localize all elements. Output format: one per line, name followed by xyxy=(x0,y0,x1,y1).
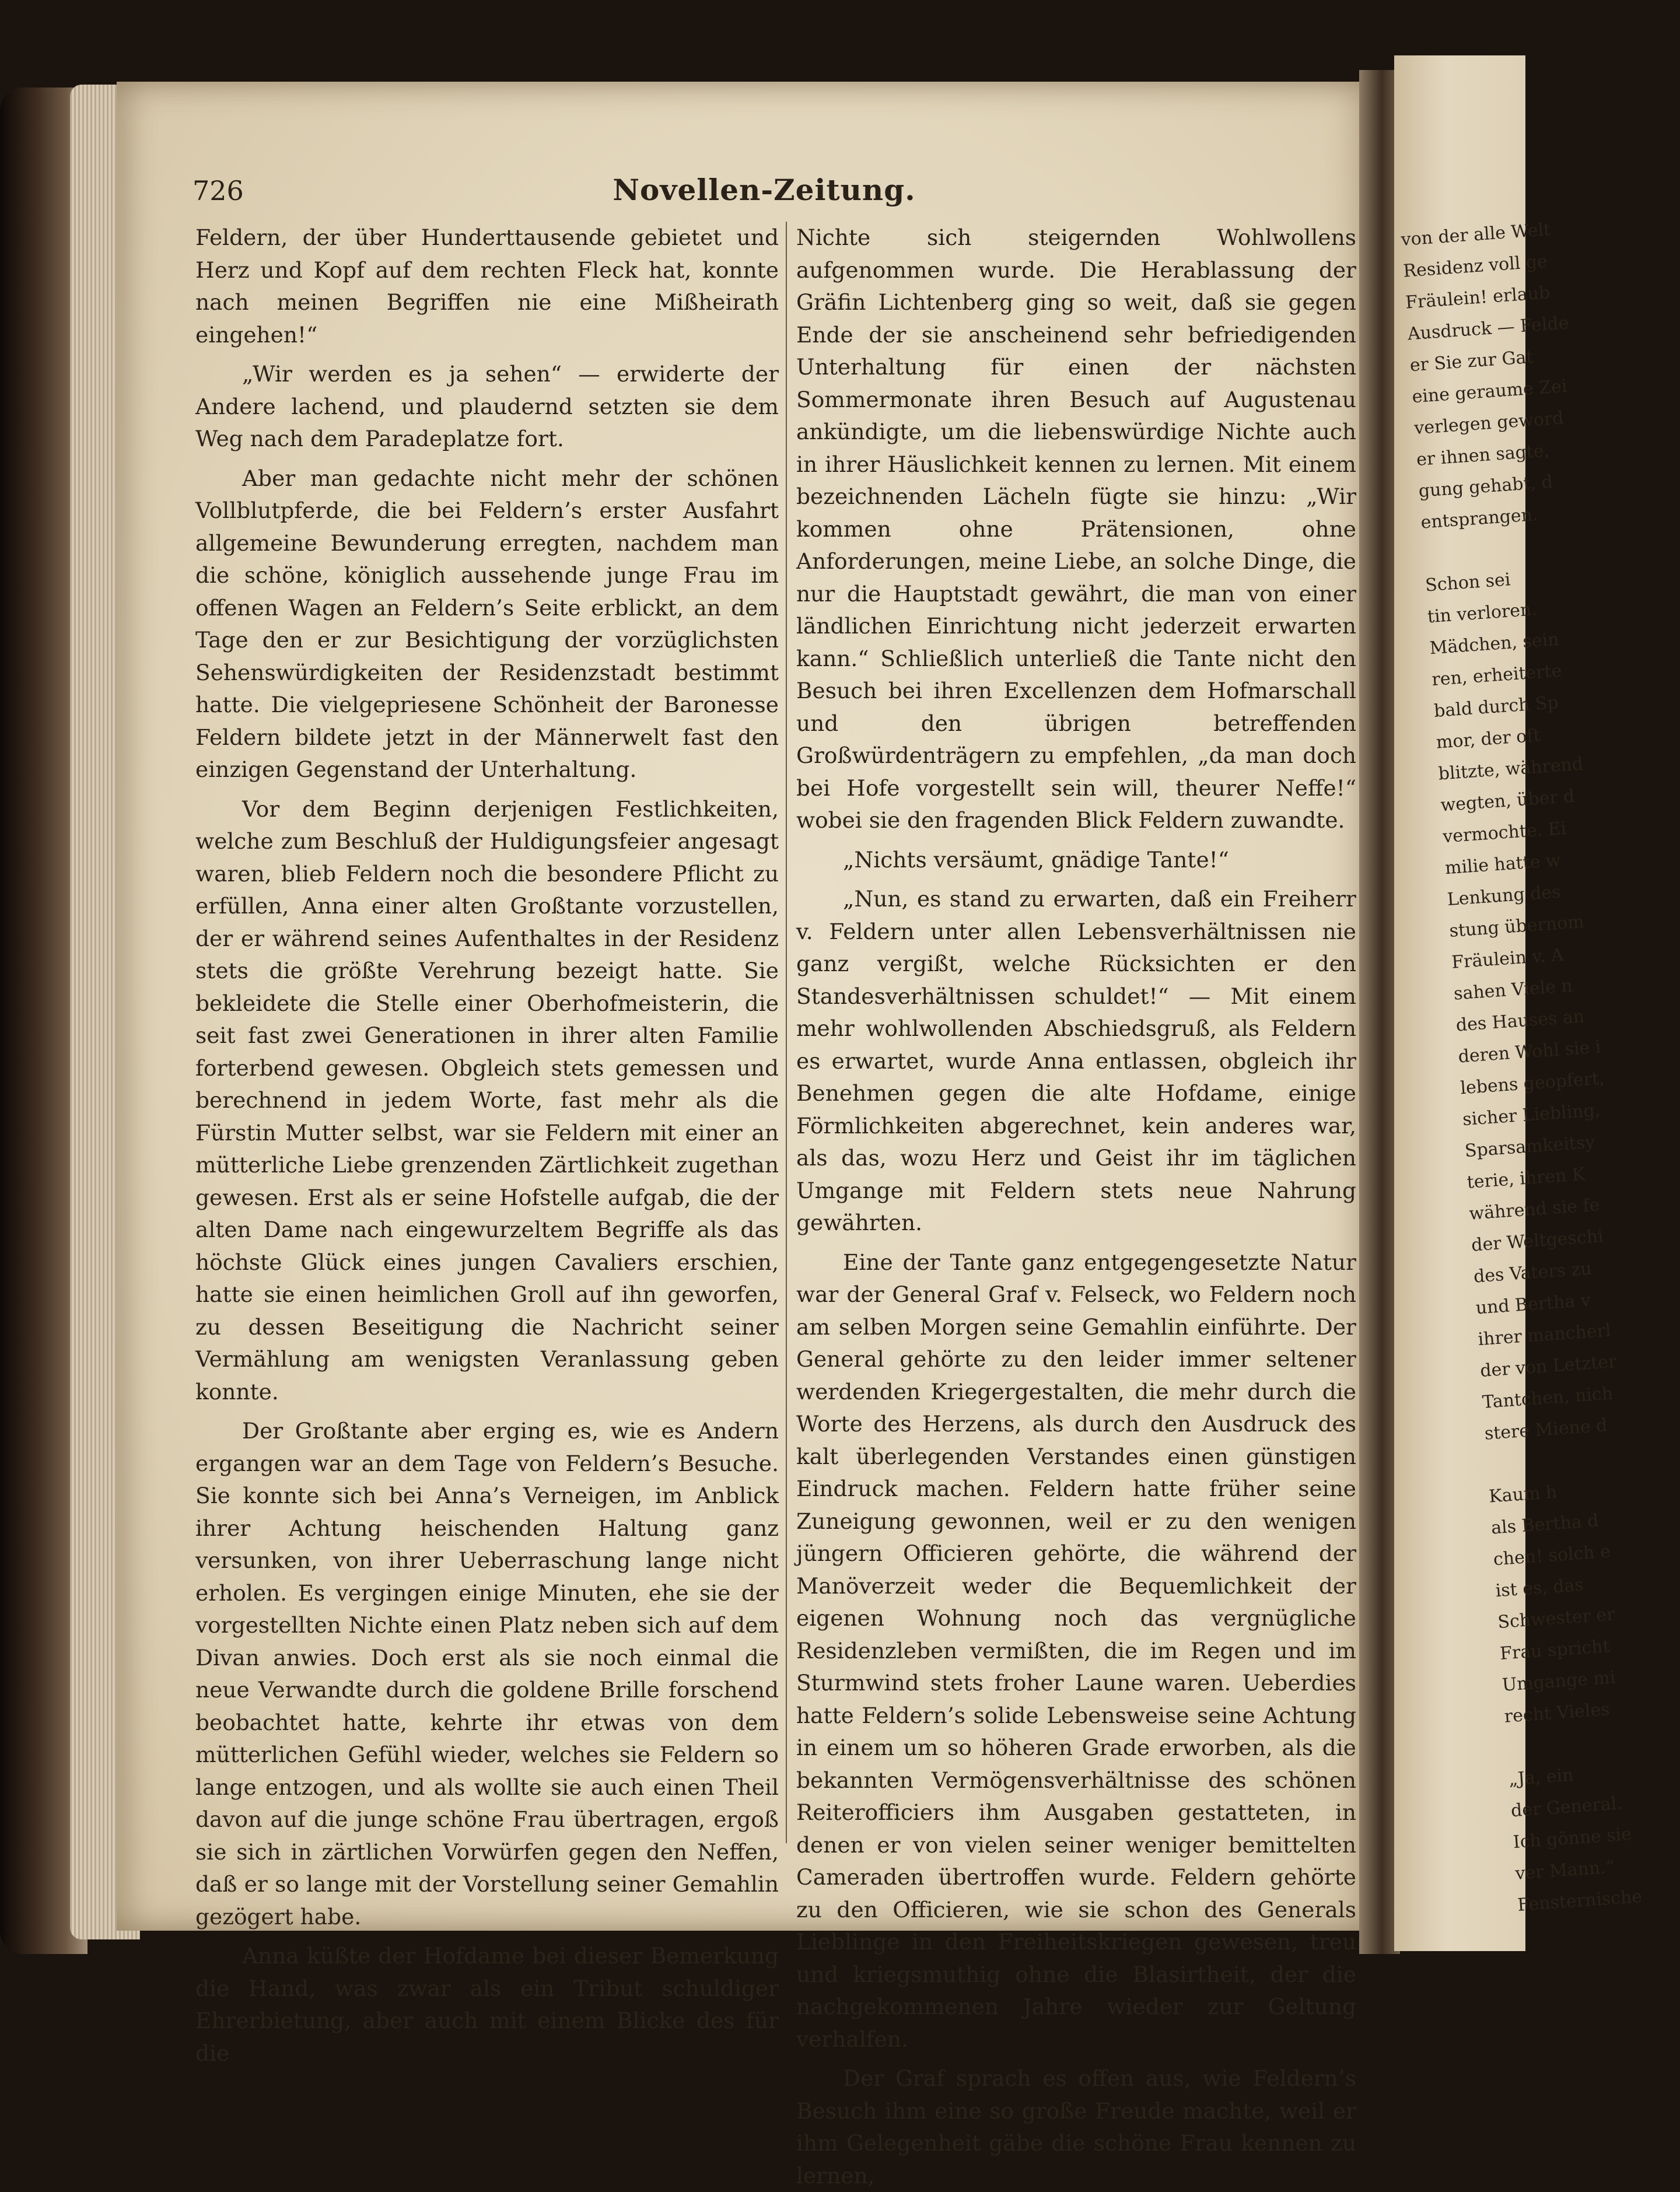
facing-page-line: von der alle Welt xyxy=(1400,219,1552,250)
facing-page-line: Fensternische xyxy=(1517,1886,1643,1916)
facing-page-line: verlegen geword xyxy=(1413,408,1564,439)
facing-page-line: Ausdruck — Felde xyxy=(1406,313,1570,345)
facing-page-text xyxy=(1400,214,1670,1921)
paragraph: Eine der Tante ganz entgegengesetzte Natur war der General Graf v. Felseck, wo Feldern noch am selben Morgen seine Gemahlin einführte. Der General gehörte zu den leider immer seltener werdenden Kriegergestalten, die mehr durch die Worte des Herzens, als durch den Ausdruck des kalt überlegenden Verstandes einen günstigen Eindruck machen. Feldern hatte früher seine Zuneigung gewonnen, weil er zu den wenigen jüngern Officieren gehörte, die während der Manöverzeit weder die Bequemlichkeit der eigenen Wohnung noch das vergnügliche Residenzleben vermißten, die im Regen und im Sturmwind stets froher Laune waren. Ueberdies hatte Feldern’s solide Lebensweise seine Achtung in einem um so höheren Grade erworben, als die bekannten Vermögensverhältnisse des schönen Reiterofficiers ihm Ausgaben gestatteten, in denen er von vielen seiner weniger bemittelten Cameraden übertroffen wurde. Feldern gehörte zu den Officieren, wie sie schon des Generals Lieblinge in den Freiheitskriegen gewesen, treu und kriegsmuthig ohne die Blasirtheit, der die nachgekommenen Jahre wieder zur Geltung verhalfen. xyxy=(796,1249,1356,2052)
facing-page-line: bald durch Sp xyxy=(1433,692,1559,722)
facing-page-line: Mädchen, sein xyxy=(1429,629,1560,659)
facing-page-line: blitzte, während xyxy=(1437,754,1584,785)
paragraph: Vor dem Beginn derjenigen Festlichkeiten, welche zum Beschluß der Huldigungsfeier angesagt waren, blieb Feldern noch die besondere Pflicht zu erfüllen, Anna einer alten Großtante vorzustellen, der er während seines Aufenthaltes in der Residenz stets die größte Verehrung bezeigt hatte. Sie bekleidete die Stelle einer Oberhofmeisterin, die seit fast zwei Generationen in ihrer alten Familie forterbend gewesen. Obgleich stets gemessen und berechnend in jedem Worte, fast mehr als die Fürstin Mutter selbst, war sie Feldern mit einer an mütterliche Liebe grenzenden Zärtlichkeit zugethan gewesen. Erst als er seine Hofstelle aufgab, die der alten Dame nach eingewurzeltem Begriffe als das höchste Glück eines jungen Cavaliers erschien, hatte sie einen heimlichen Groll auf ihn geworfen, zu dessen Beseitigung die Nachricht seiner Vermählung am wenigsten Veranlassung geben konnte. xyxy=(195,796,779,1405)
facing-page-line: „Ja, ein xyxy=(1508,1764,1574,1790)
facing-page-line: Fräulein! erlaub xyxy=(1405,282,1551,313)
facing-page-line: Fräulein v. A xyxy=(1451,944,1564,973)
facing-page-line: lebens geopfert, xyxy=(1460,1068,1605,1099)
facing-page-line: sicher Liebling, xyxy=(1462,1099,1601,1130)
facing-page-line: stung übernom xyxy=(1448,911,1585,941)
facing-page-line: und Bertha v xyxy=(1475,1290,1591,1319)
facing-page-line: des Vaters zu xyxy=(1472,1258,1592,1287)
facing-page-line: stere Miene d xyxy=(1483,1415,1608,1444)
facing-page-line: terie, ihren K xyxy=(1466,1164,1586,1193)
facing-page-line: Schon sei xyxy=(1424,569,1511,596)
paragraph: „Wir werden es ja sehen“ — erwiderte der Andere lachend, und plaudernd setzten sie dem Weg nach dem Paradeplatze fort. xyxy=(195,361,779,451)
facing-page-line: chen! solch e xyxy=(1492,1541,1612,1570)
facing-page-line: Umgange mi xyxy=(1501,1667,1616,1696)
facing-page-line: der General. xyxy=(1510,1793,1623,1822)
facing-page-line: Lenkung des xyxy=(1446,881,1562,911)
page-header xyxy=(187,163,1342,210)
paragraph: „Nun, es stand zu erwarten, daß ein Freiherr v. Feldern unter allen Lebensverhältnissen nie ganz vergißt, welche Rücksichten er den Standesverhältnissen schuldet!“ — Mit einem mehr wohlwollenden Abschiedsgruß, als Feldern es erwartet, wurde Anna entlassen, obgleich ihr Benehmen gegen die alte Hofdame, einige Förmlichkeiten abgerechnet, kein anderes war, als das, wozu Herz und Geist ihr im täglichen Umgange mit Feldern stets neue Nahrung gewährten. xyxy=(796,886,1356,1235)
paragraph: Feldern, der über Hunderttausende gebietet und Herz und Kopf auf dem rechten Fleck hat, konnte nach meinen Begriffen nie eine Mißheirath eingehen!“ xyxy=(195,225,779,348)
facing-page-line: vermochte. Ei xyxy=(1442,818,1567,848)
facing-page-line: während sie fe xyxy=(1468,1195,1601,1224)
facing-page-line: deren Wohl sie i xyxy=(1457,1037,1602,1067)
facing-page-line: Kaum h xyxy=(1488,1482,1558,1507)
facing-page-line: der von Letzter xyxy=(1479,1351,1618,1382)
paragraph: Der Großtante aber erging es, wie es Andern ergangen war an dem Tage von Feldern’s Besuche. Sie konnte sich bei Anna’s Verneigen, im Anblick ihrer Achtung heischenden Haltung ganz versunken, von ihrer Ueberraschung lange nicht erholen. Es vergingen einige Minuten, ehe sie der vorgestellten Nichte einen Platz neben sich auf dem Divan anwies. Doch erst als sie noch einmal die neue Verwandte durch die goldene Brille forschend beobachtet hatte, kehrte ihr etwas von dem mütterlichen Gefühl wieder, welches sie Feldern so lange entzogen, und als wollte sie auch einen Theil davon auf die junge schöne Frau übertragen, ergoß sie sich in zärtlichen Vorwürfen gegen den Neffen, daß er so lange mit der Vorstellung seiner Gemahlin gezögert habe. xyxy=(195,1418,779,1930)
running-head: Novellen-Zeitung. xyxy=(612,173,916,207)
facing-page-line: er Sie zur Gat xyxy=(1409,346,1534,376)
facing-page-line: ver Mann.“ xyxy=(1514,1857,1616,1885)
facing-page-line: Sparsamkeitsy xyxy=(1464,1132,1596,1162)
paragraph: Anna küßte der Hofdame bei dieser Bemerkung die Hand, was zwar als ein Tribut schuldiger Ehrerbietung, aber auch mit einem Blicke des für die xyxy=(195,1943,779,2066)
facing-page-line: ist es, das xyxy=(1494,1574,1584,1602)
facing-page-line: Residenz voll ge xyxy=(1402,251,1548,282)
facing-page-line: ihrer mancherl xyxy=(1477,1320,1612,1350)
facing-page-line: Frau spricht xyxy=(1499,1636,1611,1664)
facing-page-line: recht Vieles xyxy=(1503,1699,1611,1727)
paragraph: Der Graf sprach es offen aus, wie Feldern’s Besuch ihm eine so große Freude machte, weil er ihm Gelegenheit gäbe die schöne Frau kennen zu lernen, xyxy=(796,2065,1356,2189)
paragraph: Nichte sich steigernden Wohlwollens aufgenommen wurde. Die Herablassung der Gräfin Lichtenberg ging so weit, daß sie gegen Ende der sie anscheinend sehr befriedigenden Unterhaltung für einen der nächsten Sommermonate ihren Besuch auf Augustenau ankündigte, um die liebenswürdige Nichte auch in ihrer Häuslichkeit kennen zu lernen. Mit einem bezeichnenden Lächeln fügte sie hinzu: „Wir kommen ohne Prätensionen, ohne Anforderungen, meine Liebe, an solche Dinge, die nur die Hauptstadt gewährt, die man von einer ländlichen Einrichtung nicht jederzeit erwarten kann.“ Schließlich unterließ die Tante nicht den Besuch bei ihren Excellenzen dem Hofmarschall und den übrigen betreffenden Großwürdenträgern zu empfehlen, „da man doch bei Hofe vorgestellt sein will, theurer Neffe!“ wobei sie den fragenden Blick Feldern zuwandte. xyxy=(796,225,1356,833)
facing-page-line: eine geraume Zei xyxy=(1411,376,1568,408)
column-rule xyxy=(786,222,787,1843)
facing-page-line: entsprangen. xyxy=(1420,504,1539,533)
facing-page-line: Tantchen, nich xyxy=(1482,1383,1614,1413)
paragraph: „Nichts versäumt, gnädige Tante!“ xyxy=(843,846,1229,873)
facing-page-line: ren, erheiterte xyxy=(1431,660,1563,691)
facing-page-line: er ihnen sagte, xyxy=(1415,440,1550,470)
facing-page-line: tin verloren. xyxy=(1426,599,1538,628)
facing-page-line: sahen Viele n xyxy=(1453,975,1573,1004)
facing-page-line: mor, der oft xyxy=(1435,725,1541,753)
facing-page-line: gung gehabt, d xyxy=(1418,471,1553,502)
facing-page-line: wegten, über d xyxy=(1440,786,1576,816)
facing-page-line: Ich gönne sie xyxy=(1512,1824,1633,1853)
facing-page-line: des Hauses an xyxy=(1455,1006,1586,1036)
paragraph: Aber man gedachte nicht mehr der schönen Vollblutpferde, die bei Feldern’s erster Ausfahrt allgemeine Bewunderung erregten, nachdem man die schöne, königlich aussehende junge Frau im offenen Wagen an Feldern’s Seite erblickt, an dem Tage den er zur Besichtigung der vorzüglichsten Sehenswürdigkeiten der Residenzstadt bestimmt hatte. Die vielgepriesene Schönheit der Baronesse Feldern bildete jetzt in der Männerwelt fast den einzigen Gegenstand der Unterhaltung. xyxy=(195,465,779,782)
page-number: 726 xyxy=(192,175,244,206)
facing-page-line: Schwester er xyxy=(1497,1604,1616,1633)
left-text-column xyxy=(195,222,779,2066)
facing-page-line: der Weltgeschi xyxy=(1471,1225,1604,1256)
facing-page xyxy=(1394,55,1643,1951)
right-text-column xyxy=(796,222,1356,2189)
facing-page-line: als Bertha d xyxy=(1490,1510,1600,1539)
facing-page-line: milie hatte w xyxy=(1444,850,1562,879)
